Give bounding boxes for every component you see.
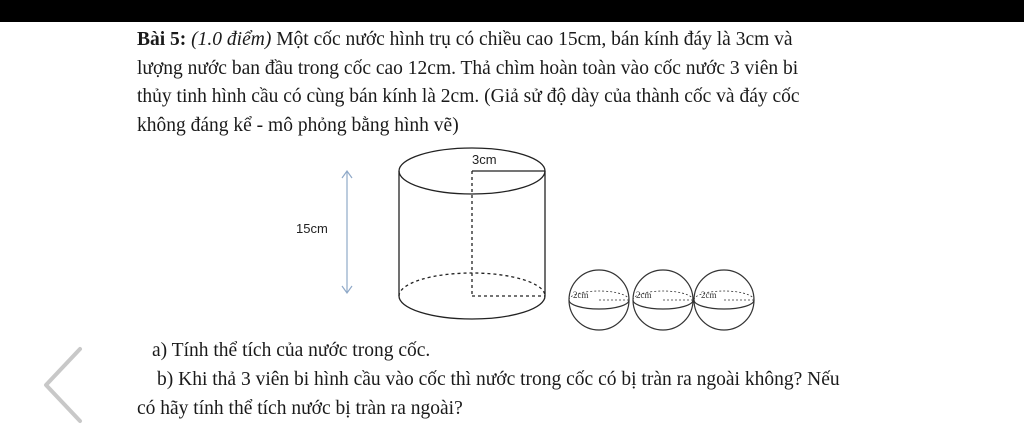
sphere-2: [633, 270, 693, 330]
sphere-1: [569, 270, 629, 330]
back-chevron-icon[interactable]: [40, 345, 90, 425]
cylinder-bottom-front: [399, 296, 545, 319]
height-label: 15cm: [296, 221, 328, 236]
problem-line-3: thủy tinh hình cầu có cùng bán kính là 2cm. (Giả sử độ dày của thành cốc và đáy cốc: [137, 86, 800, 107]
problem-text-1: Một cốc nước hình trụ có chiều cao 15cm, bán kính đáy là 3cm và: [276, 29, 793, 50]
sphere-3-label: 2cm: [701, 290, 717, 300]
problem-points: (1.0 điểm): [191, 29, 272, 50]
problem-line-2: lượng nước ban đầu trong cốc cao 12cm. Thả chìm hoàn toàn vào cốc nước 3 viên bi: [137, 57, 799, 79]
height-arrow: [342, 171, 352, 293]
sphere-3: [694, 270, 754, 330]
question-b-line-2: có hãy tính thể tích nước bị tràn ra ngoài?: [137, 398, 463, 419]
question-b-line-1: b) Khi thả 3 viên bi hình cầu vào cốc thì nước trong cốc có bị tràn ra ngoài không? Nếu: [157, 369, 840, 390]
problem-number: Bài 5:: [137, 29, 187, 50]
question-a: a) Tính thể tích của nước trong cốc.: [152, 340, 431, 361]
problem-line-4: không đáng kể - mô phỏng bằng hình vẽ): [137, 114, 459, 136]
sphere-1-label: 2cm: [573, 290, 589, 300]
cylinder: [399, 148, 545, 319]
radius-label: 3cm: [472, 152, 497, 167]
sphere-2-label: 2cm: [636, 290, 652, 300]
